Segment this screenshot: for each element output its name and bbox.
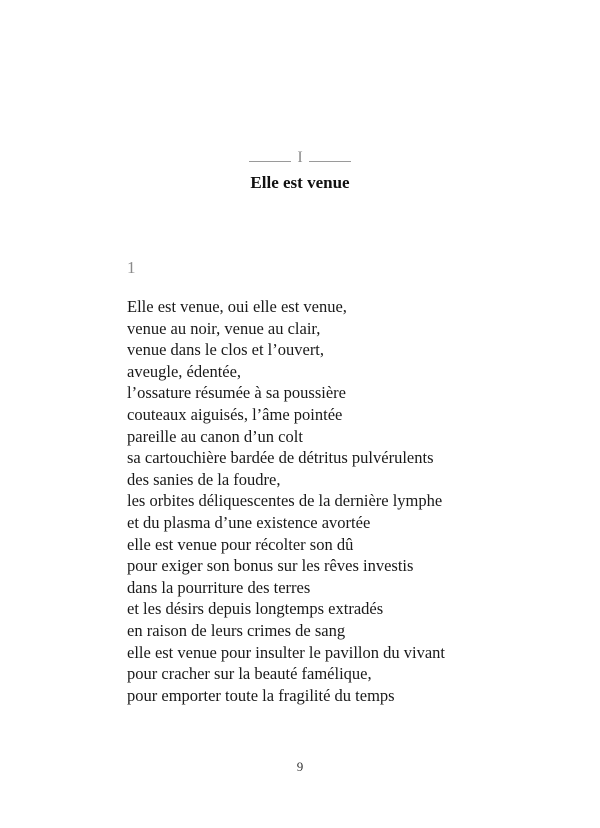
poem-line: sa cartouchière bardée de détritus pulvérulents	[127, 448, 434, 468]
poem-line: dans la pourriture des terres	[127, 577, 311, 597]
poem-line: pareille au canon d’un colt	[127, 426, 303, 446]
poem-line: et du plasma d’une existence avortée	[127, 512, 371, 532]
chapter-number: I	[297, 149, 303, 166]
chapter-rule-right	[309, 161, 351, 162]
poem-line: elle est venue pour insulter le pavillon du vivant	[127, 642, 446, 662]
poem-number: 1	[127, 258, 136, 277]
poem-body	[127, 296, 567, 706]
chapter-title: Elle est venue	[250, 173, 350, 192]
chapter-marker	[0, 149, 600, 167]
poem-line: l’ossature résumée à sa poussière	[127, 383, 347, 403]
poem-line: les orbites déliquescentes de la dernière lymphe	[127, 491, 443, 511]
poem-line: des sanies de la foudre,	[127, 469, 281, 489]
poem-line: Elle est venue, oui elle est venue,	[127, 297, 347, 316]
poem-line: aveugle, édentée,	[127, 361, 242, 381]
poem-line: venue dans le clos et l’ouvert,	[127, 340, 325, 360]
page-number: 9	[296, 759, 304, 774]
poem-line: venue au noir, venue au clair,	[127, 318, 321, 338]
poem-line: et les désirs depuis longtemps extradés	[127, 599, 384, 619]
chapter-rule-left	[249, 161, 291, 162]
poem-line: pour cracher sur la beauté famélique,	[127, 664, 372, 684]
poem-line: pour exiger son bonus sur les rêves investis	[127, 556, 414, 576]
poem-line: pour emporter toute la fragilité du temps	[127, 685, 395, 705]
poem-line: couteaux aiguisés, l’âme pointée	[127, 404, 343, 424]
poem-line: elle est venue pour récolter son dû	[127, 534, 354, 554]
poem-line: en raison de leurs crimes de sang	[127, 620, 346, 640]
